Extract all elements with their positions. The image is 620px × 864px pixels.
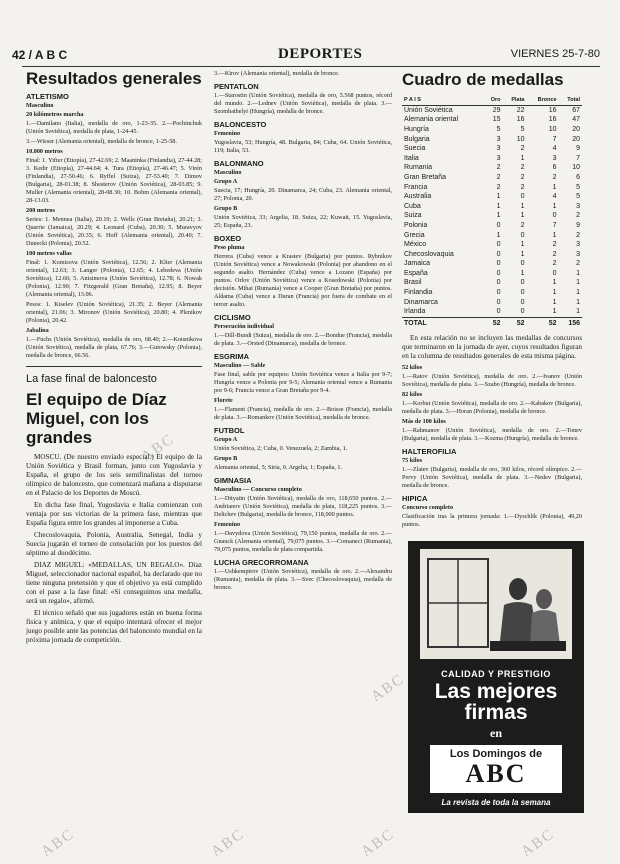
result-section-heading: PENTATLON: [214, 82, 259, 91]
result-section-heading: LUCHA GRECORROMANA: [214, 558, 309, 567]
total-cell: 5: [576, 193, 580, 201]
medal-row: [402, 269, 582, 279]
total-cell: 1: [576, 308, 580, 316]
gold-cell: 5: [496, 125, 501, 133]
bronze-cell: 2: [552, 241, 557, 249]
result-event-label: Peso pluma: [214, 244, 245, 251]
basketball-headline: El equipo de Díaz Miguel, con los grandes: [26, 390, 167, 447]
header-country: P A I S: [402, 95, 483, 106]
ad-caption: CALIDAD Y PRESTIGIO: [441, 669, 551, 679]
result-event-label: Masculino: [26, 102, 54, 109]
silver-cell: 1: [520, 212, 525, 220]
silver-cell: 0: [520, 289, 525, 297]
silver-cell: 0: [520, 260, 525, 268]
result-text: 1.—Zlatev (Bulgaria), medalla de oro, 360 kilos, récord olímpico. 2.—Pervy (Unión Soviética), medalla de plata. 3.—Nedev (Bulgaria), medalla de bronce.: [402, 466, 582, 490]
result-section-heading: BOXEO: [214, 234, 242, 243]
bronze-cell: 0: [552, 269, 557, 277]
total-cell: 67: [572, 106, 580, 114]
silver-cell: 0: [520, 193, 525, 201]
header-bronze: Bronce: [526, 95, 558, 106]
total-cell: 20: [572, 125, 580, 133]
medal-row: [402, 260, 582, 270]
total-gold: 52: [483, 318, 502, 331]
bronze-cell: 2: [552, 173, 557, 181]
article-paragraph: DIAZ MIGUEL: «MEDALLAS, UN REGALO». Díaz Miguel, seleccionador nacional español, ha declarado que no tiene ninguna pretensión y que el objetivo ya está cumplido con el pase a la fase final: «Si conseguimos una medalla, será un regalo», afirmó.: [26, 561, 202, 605]
bronze-cell: 4: [552, 145, 557, 153]
country-cell: Cuba: [404, 202, 421, 210]
country-cell: Bulgaria: [404, 135, 430, 143]
country-cell: Dinamarca: [404, 298, 438, 306]
medal-row: [402, 307, 582, 317]
total-cell: 7: [576, 154, 580, 162]
gold-cell: 0: [496, 241, 501, 249]
gold-cell: 2: [496, 173, 501, 181]
result-text: Alemania oriental, 5; Siria, 0. Argelia, 1; España, 1.: [214, 464, 343, 471]
column-divider: [26, 366, 202, 367]
ad-photo: [420, 549, 572, 659]
medals-note: En esta relación no se incluyen las medallas de concursos que terminaron en la jornada de ayer, cuyos resultados figuran en la columna de resultados generales de esta misma página.: [402, 334, 582, 361]
medal-row: [402, 116, 582, 126]
country-cell: Unión Soviética: [404, 106, 453, 114]
result-event-label: Concurso completo: [402, 504, 454, 512]
bronze-cell: 1: [552, 231, 557, 239]
medal-row: [402, 183, 582, 193]
result-text: 1.—Davydova (Unión Soviética), 79,150 puntos, medalla de oro. 2.—Gnauck (Alemania oriental), 79,075 puntos. 3.—Comaneci (Rumania), 79,075 puntos, medalla de plata compartida.: [214, 530, 392, 553]
total-label: TOTAL: [402, 318, 483, 331]
result-event-label: 200 metros: [26, 207, 55, 214]
result-text: Yugoslavia, 53; Hungría, 48. Bulgaria, 84; Cuba, 64. Unión Soviética, 119; Italia, 53.: [214, 139, 392, 154]
result-event-label: Femenino: [214, 130, 241, 137]
country-cell: México: [404, 241, 427, 249]
results-list-2: [214, 70, 392, 592]
result-text: 1.—Ratov (Unión Soviética), medalla de oro. 2.—Ivanov (Unión Soviética), medalla de plata. 3.—Szabo (Hungría), medalla de bronce.: [402, 373, 582, 389]
result-section-heading: CICLISMO: [214, 313, 251, 322]
result-event-label: 82 kilos: [402, 391, 423, 399]
country-cell: Jamaica: [404, 260, 431, 268]
total-silver: 52: [503, 318, 527, 331]
bronze-cell: 2: [552, 260, 557, 268]
total-cell: 3: [576, 241, 580, 249]
header-rule: [22, 66, 600, 67]
result-event-label: Grupo B: [214, 205, 238, 212]
header-total: Total: [559, 95, 582, 106]
advertisement: [408, 541, 584, 813]
country-cell: Grecia: [404, 231, 425, 239]
medal-row: [402, 298, 582, 308]
page-date: VIERNES 25-7-80: [510, 48, 600, 60]
watermark: ABC: [38, 825, 78, 861]
result-text: 1.—Korbut (Unión Soviética), medalla de oro. 2.—Kabakov (Bulgaria), medalla de plata. 3.—Horan (Polonia), medalla de bronce.: [402, 400, 582, 416]
silver-cell: 2: [520, 183, 525, 191]
bronze-cell: 6: [552, 164, 557, 172]
gold-cell: 0: [496, 250, 501, 258]
result-text: Pesos: 1. Kiselev (Unión Soviética), 21.35; 2. Beyer (Alemania oriental), 21.06; 3. Mironov (Unión Soviética), 20.80; 4. Plenikov (Polonia), 20.42.: [26, 301, 202, 324]
silver-cell: 0: [520, 279, 525, 287]
column-results-continued: [214, 70, 392, 850]
bronze-cell: 4: [552, 193, 557, 201]
result-event-label: 100 metros vallas: [26, 250, 72, 257]
result-section-heading: BALONMANO: [214, 159, 264, 168]
result-text: 1.—Flament (Francia), medalla de oro. 2.—Boisse (Francia), medalla de plata. 3.—Romankov (Unión Soviética), medalla de bronce.: [214, 406, 392, 421]
bronze-cell: 3: [552, 154, 557, 162]
gold-cell: 3: [496, 154, 501, 162]
bronze-cell: 0: [552, 212, 557, 220]
result-event-label: Florete: [214, 397, 233, 404]
gold-cell: 2: [496, 164, 501, 172]
bronze-cell: 7: [552, 135, 557, 143]
silver-cell: 0: [520, 308, 525, 316]
watermark: ABC: [518, 825, 558, 861]
gold-cell: 0: [496, 221, 501, 229]
total-cell: 2: [576, 212, 580, 220]
medal-row: [402, 135, 582, 145]
silver-cell: 2: [520, 221, 525, 229]
bronze-cell: 1: [552, 298, 557, 306]
total-cell: 1: [576, 279, 580, 287]
header-gold: Oro: [483, 95, 502, 106]
result-event-label: 75 kilos: [402, 457, 423, 465]
total-cell: 3: [576, 250, 580, 258]
results-list: [26, 93, 202, 360]
silver-cell: 10: [516, 135, 525, 143]
silver-cell: 22: [516, 106, 525, 114]
basketball-article: [26, 453, 202, 645]
medal-row: [402, 192, 582, 202]
result-section-heading: ATLETISMO: [26, 92, 69, 101]
header-silver: Plata: [503, 95, 527, 106]
result-text: 3.—Kirov (Alemania oriental), medalla de bronce.: [214, 70, 340, 77]
page-number: 42 / A B C: [12, 48, 68, 62]
result-text: Final: 1. Komisova (Unión Soviética), 12.56; 2. Klier (Alemania oriental), 12.63; 3. Langer (Polonia), 12.65; 4. Lebedeva (Unión Soviética), 12.66; 5. Anisimova (Unión Soviética), 12.78; 6. Nowak (Polonia), 12.90; 7. Fitzgerald (Gran Bretaña), 12.95; 8. Beyer (Alemania oriental), 13.06.: [26, 259, 202, 298]
result-section-heading: BALONCESTO: [214, 120, 267, 129]
medals-title: Cuadro de medallas: [402, 70, 564, 89]
medal-row: [402, 279, 582, 289]
gold-cell: 0: [496, 260, 501, 268]
silver-cell: 2: [520, 145, 525, 153]
gold-cell: 0: [496, 279, 501, 287]
result-text: Clasificación tras la primera jornada: 1.—Dyschlik (Polonia), 49,20 puntos.: [402, 513, 582, 529]
result-section-heading: GIMNASIA: [214, 476, 252, 485]
result-text: 1.—Damilano (Italia), medalla de oro, 1-23-35. 2.—Pochinchuk (Unión Soviética), medalla de plata, 1-24-45.: [26, 120, 202, 135]
bronze-cell: 1: [552, 308, 557, 316]
total-cell: 2: [576, 260, 580, 268]
result-text: 1.—Dityatin (Unión Soviética), medalla de oro, 118,650 puntos. 2.—Andrianov (Unión Soviética), medalla de plata, 118,225 puntos. 3.—Deltchev (Bulgaria), medalla de bronce, 118,000 puntos.: [214, 495, 392, 518]
bronze-cell: 1: [552, 289, 557, 297]
country-cell: Australia: [404, 193, 432, 201]
result-text: 1.—Fuchs (Unión Soviética), medalla de oro, 68.40; 2.—Kotsnikova (Unión Soviética), medalla de plata, 67.76; 3.—Gutowsky (Polonia), medalla de bronce, 66.56.: [26, 336, 202, 359]
total-cell: 3: [576, 202, 580, 210]
result-section-heading: FUTBOL: [214, 426, 245, 435]
watermark: ABC: [138, 430, 178, 466]
country-cell: Polonia: [404, 221, 428, 229]
medals-header-row: [402, 95, 582, 106]
silver-cell: 2: [520, 164, 525, 172]
silver-cell: 0: [520, 298, 525, 306]
bronze-cell: 10: [548, 125, 557, 133]
result-event-label: Más de 100 kilos: [402, 418, 446, 426]
gold-cell: 1: [496, 193, 501, 201]
bronze-cell: 1: [552, 202, 557, 210]
gold-cell: 0: [496, 289, 501, 297]
medal-row: [402, 221, 582, 231]
result-text: 1.—Ushkempirov (Unión Soviética), medalla de oro. 2.—Alexandru (Rumania), medalla de plata. 3.—Svec (Checoslovaquia), medalla de bronce.: [214, 568, 392, 591]
medal-row: [402, 154, 582, 164]
country-cell: Irlanda: [404, 308, 426, 316]
country-cell: Gran Bretaña: [404, 173, 447, 181]
medal-row: [402, 231, 582, 241]
medal-row: [402, 173, 582, 183]
result-event-label: Grupo B: [214, 455, 238, 462]
gold-cell: 3: [496, 145, 501, 153]
medal-row: [402, 144, 582, 154]
country-cell: España: [404, 269, 428, 277]
country-cell: Checoslovaquia: [404, 250, 454, 258]
gold-cell: 1: [496, 231, 501, 239]
result-event-label: Masculino: [214, 169, 242, 176]
country-cell: Suiza: [404, 212, 422, 220]
results-title: Resultados generales: [26, 70, 202, 88]
total-cell: 20: [572, 135, 580, 143]
gold-cell: 3: [496, 135, 501, 143]
silver-cell: 1: [520, 241, 525, 249]
total-cell: 2: [576, 231, 580, 239]
ad-brand-logo: ABC: [465, 759, 527, 788]
article-paragraph: MOSCU. (De nuestro enviado especial.) El equipo de la Unión Soviética y Brasil forman, junto con Yugoslavia y España, el grupo de los seis semifinalistas del torneo olímpico de baloncesto, que comenzará mañana a disputarse en el Palacio de los Deportes de Moscú.: [26, 453, 202, 497]
country-cell: Rumania: [404, 164, 433, 172]
country-cell: Hungría: [404, 125, 429, 133]
total-cell: 6: [576, 173, 580, 181]
watermark: ABC: [368, 670, 408, 706]
result-event-label: Jabalina: [26, 327, 49, 334]
result-text: Herrera (Cuba) vence a Krastev (Bulgaria) por puntos. Rybnikov (Unión Soviética) vence a Nowakowski (Polonia) por abandono en el segundo asalto. Hernández (Cuba) vence a Lozano (España) por puntos. Orlov (Unión Soviética) vence a Kosedowski (Polonia) por decisión. Mihai (Rumania) vence a Cooper (Gran Bretaña) por puntos. Aldama (Cuba) vence a Duran (Francia) por fuera de combate en el tercer asalto.: [214, 253, 392, 308]
total-cell: 10: [572, 164, 580, 172]
watermark: ABC: [358, 825, 398, 861]
result-text: 1.—Dill-Bundi (Suiza), medalla de oro. 2.—Bondue (Francia), medalla de plata. 3.—Orsted (Dinamarca), medalla de bronce.: [214, 332, 392, 347]
result-section-heading: HIPICA: [402, 494, 428, 504]
watermark: ABC: [208, 825, 248, 861]
column-results: [26, 70, 202, 850]
ad-brand-box: [430, 745, 562, 793]
result-text: Fase final, sable por equipos: Unión Soviética vence a Italia por 9-7; Hungría vence a Polonia por 9-5; Alemania oriental vence a Rumania por 9-6; Francia vence a Gran Bretaña por 9-4.: [214, 371, 392, 394]
total-cell: 1: [576, 269, 580, 277]
bronze-cell: 16: [548, 116, 557, 124]
total-cell: 1: [576, 298, 580, 306]
silver-cell: 1: [520, 269, 525, 277]
medal-row: [402, 250, 582, 260]
result-text: Final: 1. Yifter (Etiopía), 27-42.69; 2. Maaninka (Finlandia), 27-44.28; 3. Kedir (Etiopía), 27-44.64; 4. Tura (Etiopía), 27-46.47; 5. Virén (Finlandia), 27-50.46; 6. Ryffel (Suiza), 27-53.40; 7. Dimov (Bulgaria), 28-01.38; 8. Shesterov (Unión Soviética), 28-03.85; 9. Muller (Alemania oriental), 28-08.30; 10. Bohm (Alemania oriental), 28-13.03.: [26, 157, 202, 204]
article-paragraph: El técnico señaló que sus jugadores están en buena forma física y anímica, y que el equipo intentará ofrecer el mejor juego posible ante las potencias del baloncesto mundial en la próxima jornada de competición.: [26, 609, 202, 644]
bronze-cell: 1: [552, 279, 557, 287]
total-cell: 1: [576, 289, 580, 297]
result-text: Series: 1. Mennea (Italia), 20.19; 2. Wells (Gran Bretaña), 20.21; 3. Quarrie (Jamaica), 20.29; 4. Leonard (Cuba), 20.30; 5. Muravyov (Unión Soviética), 20.35; 6. Hoff (Alemania oriental), 20.40; 7. Dunecki (Polonia), 20.52.: [26, 216, 202, 247]
medals-total-row: [402, 318, 582, 331]
result-text: Unión Soviética, 33; Argelia, 18. Suiza, 22; Kuwait, 15. Yugoslavia, 25; España, 23.: [214, 214, 392, 229]
ad-headline-line1: Las mejores: [434, 680, 558, 703]
silver-cell: 0: [520, 231, 525, 239]
medals-table: [402, 95, 582, 330]
page-header: [10, 46, 610, 66]
result-event-label: Masculino — Sable: [214, 362, 266, 369]
article-paragraph: Checoslovaquia, Polonia, Australia, Senegal, India y Suecia jugarán el torneo de consolación por los puestos del séptimo al duodécimo.: [26, 531, 202, 557]
result-event-label: Masculino — Concurso completo: [214, 486, 302, 493]
medals-body: [402, 106, 582, 318]
gold-cell: 1: [496, 212, 501, 220]
medal-row: [402, 106, 582, 116]
result-section-heading: ESGRIMA: [214, 352, 250, 361]
article-paragraph: En dicha fase final, Yugoslavia e Italia comienzan con ventaja por sus victorias de la primera fase, mientras que España figura entre los grandes al imponerse a Cuba.: [26, 501, 202, 527]
medal-row: [402, 202, 582, 212]
basketball-subhead: La fase final de baloncesto: [26, 373, 157, 385]
gold-cell: 1: [496, 202, 501, 210]
country-cell: Suecia: [404, 145, 426, 153]
result-text: 3.—Wieser (Alemania oriental), medalla de bronce, 1-25-58.: [26, 138, 177, 145]
silver-cell: 2: [520, 173, 525, 181]
silver-cell: 1: [520, 250, 525, 258]
silver-cell: 1: [520, 202, 525, 210]
ad-footer: La revista de toda la semana: [441, 798, 551, 807]
gold-cell: 0: [496, 269, 501, 277]
total-cell: 47: [572, 116, 580, 124]
result-text: 1.—Rahmanov (Unión Soviética), medalla de oro. 2.—Tonev (Bulgaria), medalla de plata. 3.—Kozma (Hungría), medalla de bronce.: [402, 427, 582, 443]
gold-cell: 29: [492, 106, 501, 114]
gold-cell: 2: [496, 183, 501, 191]
medal-row: [402, 240, 582, 250]
total-cell: 5: [576, 183, 580, 191]
medal-row: [402, 125, 582, 135]
bronze-cell: 7: [552, 221, 557, 229]
result-event-label: 10.000 metros: [26, 148, 63, 155]
country-cell: Finlandia: [404, 289, 433, 297]
country-cell: Francia: [404, 183, 428, 191]
bronze-cell: 16: [548, 106, 557, 114]
silver-cell: 1: [520, 154, 525, 162]
medal-row: [402, 164, 582, 174]
gold-cell: 0: [496, 308, 501, 316]
total-cell: 9: [576, 145, 580, 153]
result-text: Unión Soviética, 2; Cuba, 0. Venezuela, 2; Zambia, 1.: [214, 445, 348, 452]
ad-connector: en: [490, 726, 502, 740]
result-event-label: Persecución individual: [214, 323, 274, 330]
total-cell: 9: [576, 221, 580, 229]
result-event-label: Grupo A: [214, 436, 238, 443]
country-cell: Italia: [404, 154, 419, 162]
silver-cell: 16: [516, 116, 525, 124]
result-event-label: 20 kilómetros marcha: [26, 111, 84, 118]
gold-cell: 0: [496, 298, 501, 306]
result-event-label: Grupo A: [214, 178, 238, 185]
medal-row: [402, 212, 582, 222]
total-all: 156: [559, 318, 582, 331]
ad-brand-line1: Los Domingos de: [449, 748, 543, 760]
silver-cell: 5: [520, 125, 525, 133]
ad-headline: [408, 681, 584, 723]
bronze-cell: 2: [552, 250, 557, 258]
results-list-3: [402, 364, 582, 529]
medal-row: [402, 288, 582, 298]
result-event-label: 52 kilos: [402, 364, 423, 372]
total-bronze: 52: [526, 318, 558, 331]
result-section-heading: HALTEROFILIA: [402, 447, 457, 457]
section-title: DEPORTES: [278, 46, 363, 62]
result-text: 1.—Starostin (Unión Soviética), medalla de oro, 5.568 puntos, récord del mundo. 2.—Lednev (Unión Soviética), medalla de plata. 3.—Szombathelyi (Hungría), medalla de bronce.: [214, 92, 392, 115]
ad-headline-line2: firmas: [464, 701, 528, 724]
country-cell: Brasil: [404, 279, 422, 287]
result-event-label: Femenino: [214, 521, 241, 528]
ad-illustration: [420, 549, 572, 659]
result-text: Suecia, 17; Hungría, 20. Dinamarca, 24; Cuba, 23. Alemania oriental, 27; Polonia, 20.: [214, 187, 392, 202]
gold-cell: 15: [492, 116, 501, 124]
country-cell: Alemania oriental: [404, 116, 459, 124]
bronze-cell: 1: [552, 183, 557, 191]
